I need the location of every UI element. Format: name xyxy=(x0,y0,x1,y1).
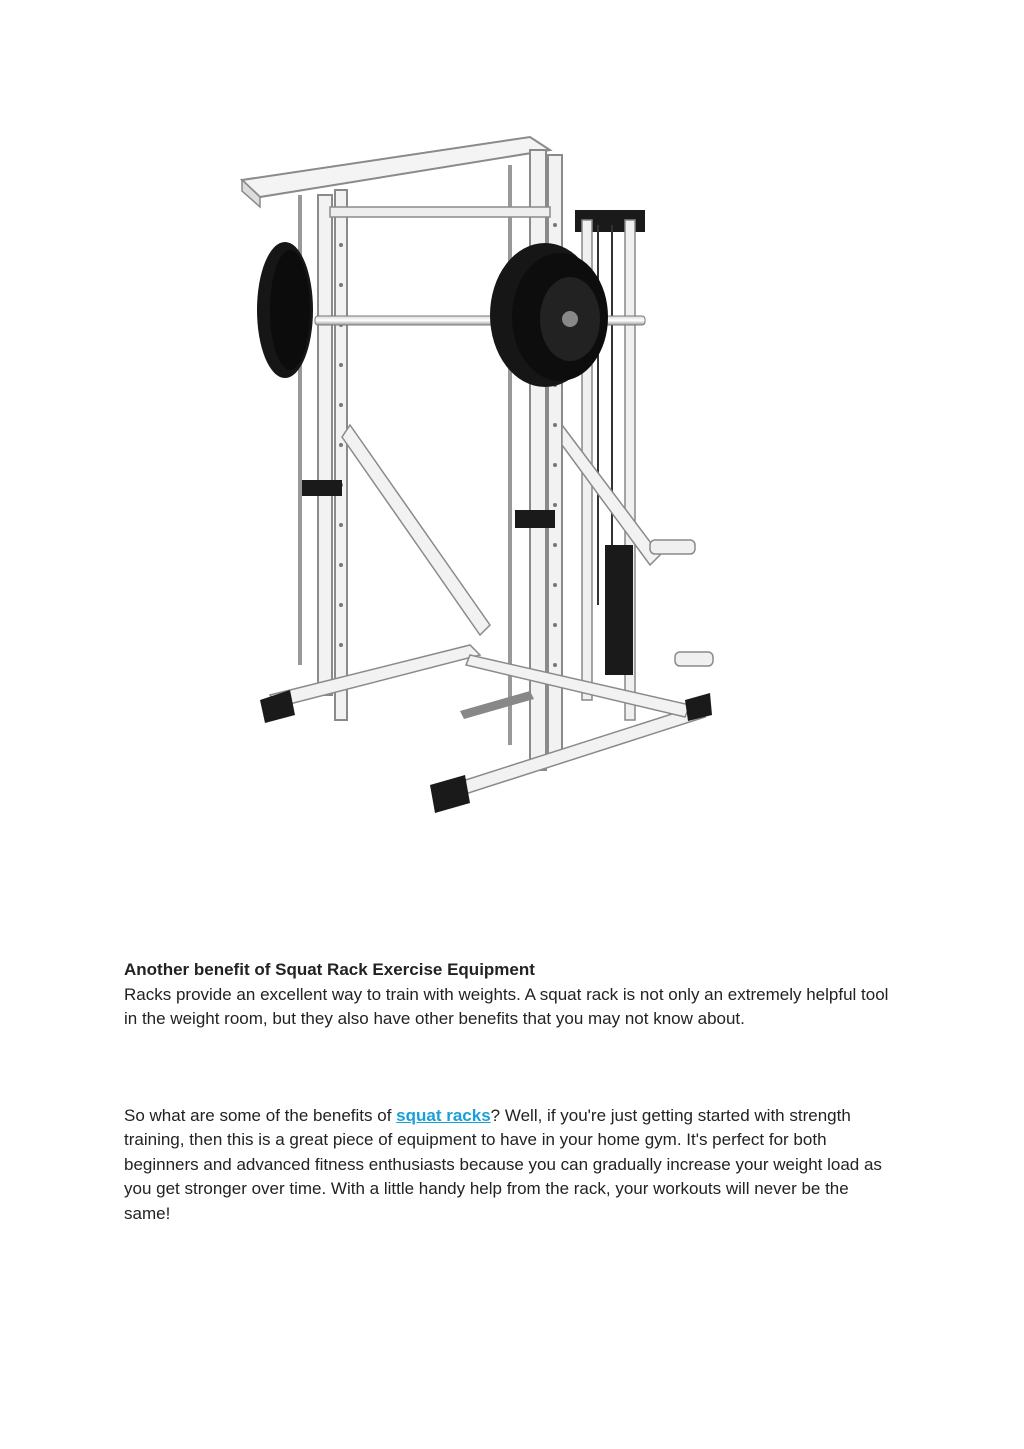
paragraph-benefits-start: So what are some of the benefits of xyxy=(124,1105,397,1125)
smith-machine-squat-rack-icon xyxy=(230,125,730,825)
paragraph-benefits xyxy=(124,1104,894,1227)
paragraph-benefits-end: ? Well, if you're just getting started with strength training, then this is a great piece of equipment to have in your home gym. It's perfect for both beginners and advanced fitness enthusiasts because you can gradually increase your weight load as you get stronger over time. With a little handy help from the rack, your workouts will never be the same! xyxy=(124,1105,882,1223)
article-body xyxy=(124,958,894,1226)
article-heading: Another benefit of Squat Rack Exercise Equipment xyxy=(124,960,535,979)
squat-rack-image xyxy=(230,125,730,825)
paragraph-intro: Racks provide an excellent way to train with weights. A squat rack is not only an extremely helpful tool in the weight room, but they also have other benefits that you may not know about. xyxy=(124,984,889,1028)
squat-racks-link[interactable]: squat racks xyxy=(396,1105,491,1125)
